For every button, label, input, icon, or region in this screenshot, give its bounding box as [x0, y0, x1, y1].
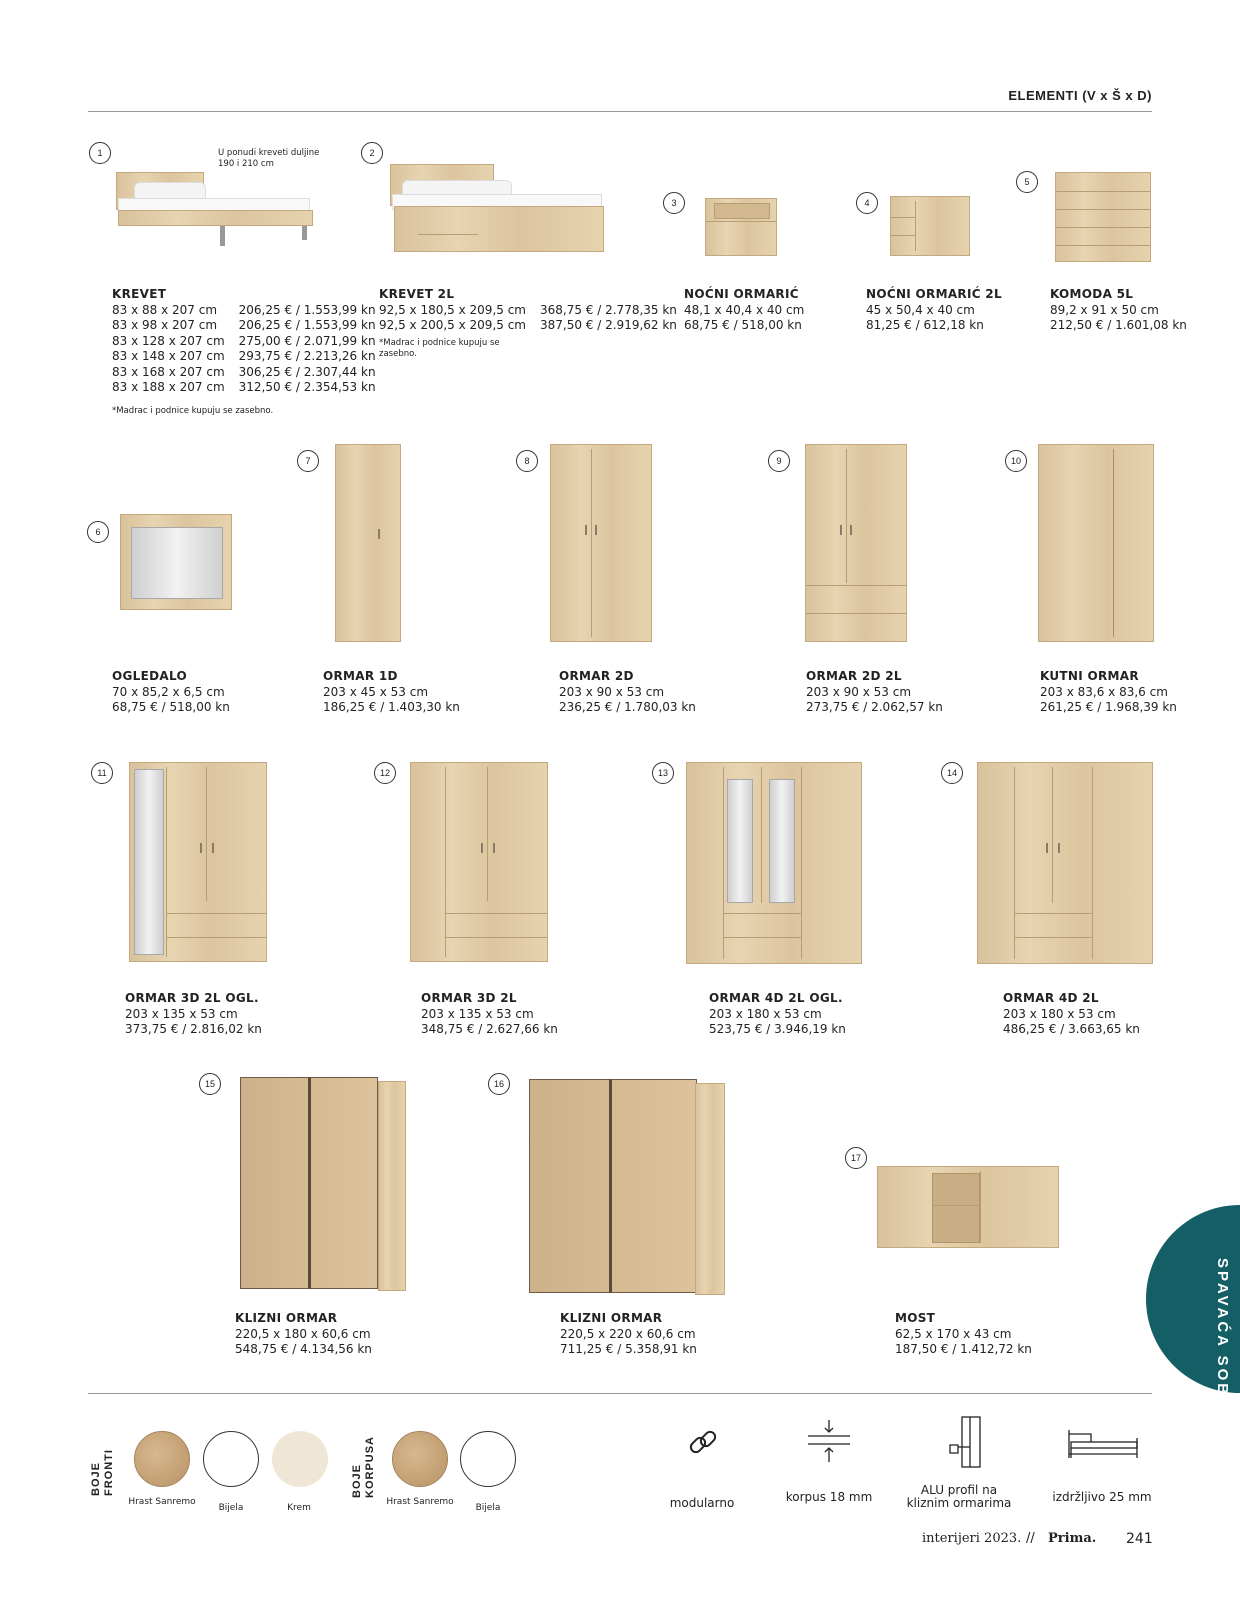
- product-klizni-ormar-220: [560, 1311, 697, 1358]
- section-title: ELEMENTI (V x Š x D): [1008, 88, 1152, 103]
- product-dims: 89,2 x 91 x 50 cm: [1050, 302, 1159, 317]
- product-name: NOĆNI ORMARIĆ: [684, 287, 799, 301]
- swatch-hrast-sanremo: [134, 1431, 190, 1487]
- sliding-wardrobe-180-image: [238, 1073, 410, 1293]
- product-price: 486,25 € / 3.663,65 kn: [1003, 1022, 1140, 1036]
- price: 306,25 € / 2.307,44 kn: [238, 364, 376, 379]
- product-name: KUTNI ORMAR: [1040, 669, 1139, 683]
- product-ormar-4d-2l: [1003, 991, 1140, 1038]
- feature-label: izdržljivo 25 mm: [1052, 1490, 1152, 1504]
- product-name: ORMAR 3D 2L: [421, 991, 517, 1005]
- product-price: 348,75 € / 2.627,66 kn: [421, 1022, 558, 1036]
- swatch-label: Hrast Sanremo: [128, 1497, 196, 1507]
- product-price: 212,50 € / 1.601,08 kn: [1050, 318, 1187, 332]
- item-number: 12: [374, 762, 396, 784]
- item-number: 13: [652, 762, 674, 784]
- section-tab-label: SPAVAĆA SOBA: [1214, 1258, 1231, 1411]
- item-number: 7: [297, 450, 319, 472]
- page-number: 241: [1126, 1531, 1153, 1547]
- variant-table: [379, 303, 691, 334]
- item-number: 15: [199, 1073, 221, 1095]
- item-number: 14: [941, 762, 963, 784]
- swatch-hrast-sanremo: [392, 1431, 448, 1487]
- footer-separator: //: [1026, 1531, 1035, 1546]
- table-row: [112, 334, 390, 350]
- product-dims: 203 x 180 x 53 cm: [709, 1006, 822, 1021]
- footnote: *Madrac i podnice kupuju se zasebno.: [379, 337, 500, 359]
- product-dims: 203 x 90 x 53 cm: [559, 684, 665, 699]
- feature-label: modularno: [669, 1496, 735, 1510]
- item-number: 8: [516, 450, 538, 472]
- table-row: [379, 318, 691, 334]
- dims: 83 x 168 x 207 cm: [112, 364, 225, 379]
- product-price: 261,25 € / 1.968,39 kn: [1040, 700, 1177, 714]
- table-row: [112, 380, 390, 396]
- product-price: 711,25 € / 5.358,91 kn: [560, 1342, 697, 1356]
- product-name: KOMODA 5L: [1050, 287, 1134, 301]
- dims: 83 x 148 x 207 cm: [112, 349, 225, 363]
- swatch-bijela: [203, 1431, 259, 1487]
- wardrobe-4d-2l-image: [977, 762, 1153, 964]
- price: 387,50 € / 2.919,62 kn: [540, 318, 677, 332]
- product-nocni-ormaric-2l: [866, 287, 1002, 334]
- product-dims: 203 x 90 x 53 cm: [806, 684, 912, 699]
- product-name: OGLEDALO: [112, 669, 187, 683]
- product-ormar-3d-2l: [421, 991, 558, 1038]
- product-price: 548,75 € / 4.134,56 kn: [235, 1342, 372, 1356]
- item-number: 4: [856, 192, 878, 214]
- wardrobe-4d-2l-mirror-image: [686, 762, 862, 964]
- profile-icon: [948, 1415, 988, 1469]
- product-dims: 203 x 135 x 53 cm: [125, 1006, 238, 1021]
- product-dims: 203 x 135 x 53 cm: [421, 1006, 534, 1021]
- swatch-label: Bijela: [218, 1503, 244, 1513]
- product-komoda-5l: [1050, 287, 1187, 334]
- dims: 83 x 98 x 207 cm: [112, 318, 218, 332]
- product-price: 236,25 € / 1.780,03 kn: [559, 700, 696, 714]
- product-dims: 203 x 45 x 53 cm: [323, 684, 429, 699]
- product-most: [895, 1311, 1032, 1358]
- product-ogledalo: [112, 669, 230, 716]
- swatch-label: Hrast Sanremo: [386, 1497, 454, 1507]
- item-number: 16: [488, 1073, 510, 1095]
- product-name: ORMAR 4D 2L: [1003, 991, 1099, 1005]
- feature-label: korpus 18 mm: [785, 1490, 873, 1504]
- product-ormar-4d-2l-ogl: [709, 991, 846, 1038]
- divider: [88, 1393, 1152, 1394]
- table-row: [112, 318, 390, 334]
- product-name: KLIZNI ORMAR: [235, 1311, 338, 1325]
- dims: 83 x 88 x 207 cm: [112, 302, 218, 317]
- item-number: 11: [91, 762, 113, 784]
- product-ormar-2d-2l: [806, 669, 943, 716]
- bed-length-callout: U ponudi kreveti duljine 190 i 210 cm: [218, 148, 320, 169]
- product-price: 68,75 € / 518,00 kn: [112, 700, 230, 714]
- swatch-label: Krem: [287, 1503, 311, 1513]
- fronts-label: BOJE FRONTI: [90, 1449, 115, 1496]
- item-number: 1: [89, 142, 111, 164]
- price: 275,00 € / 2.071,99 kn: [238, 333, 376, 348]
- swatch-bijela: [460, 1431, 516, 1487]
- bed-2l-image: [388, 162, 608, 258]
- wardrobe-3d-2l-mirror-image: [129, 762, 267, 962]
- table-row: [112, 303, 390, 319]
- product-dims: 48,1 x 40,4 x 40 cm: [684, 302, 805, 317]
- dresser-image: [1055, 172, 1151, 262]
- product-dims: 220,5 x 220 x 60,6 cm: [560, 1326, 696, 1341]
- corner-wardrobe-image: [1038, 444, 1154, 642]
- product-name: ORMAR 3D 2L OGL.: [125, 991, 259, 1005]
- brand-logo: Prima.: [1048, 1531, 1097, 1546]
- product-krevet-2l: [379, 287, 691, 360]
- product-price: 81,25 € / 612,18 kn: [866, 318, 984, 332]
- magazine-name: interijeri 2023.: [922, 1531, 1022, 1546]
- bed-image: [112, 170, 317, 250]
- nightstand-image: [705, 198, 777, 256]
- body-label: BOJE KORPUSA: [351, 1435, 376, 1498]
- dims: 83 x 188 x 207 cm: [112, 380, 225, 394]
- product-price: 373,75 € / 2.816,02 kn: [125, 1022, 262, 1036]
- footnote: *Madrac i podnice kupuju se zasebno.: [112, 405, 274, 416]
- dims: 92,5 x 180,5 x 209,5 cm: [379, 302, 526, 317]
- bed-icon: [1067, 1424, 1141, 1464]
- product-name: KLIZNI ORMAR: [560, 1311, 663, 1325]
- sliding-wardrobe-220-image: [527, 1073, 729, 1299]
- item-number: 3: [663, 192, 685, 214]
- product-price: 523,75 € / 3.946,19 kn: [709, 1022, 846, 1036]
- price: 206,25 € / 1.553,99 kn: [238, 302, 376, 317]
- product-nocni-ormaric: [684, 287, 804, 334]
- dims: 92,5 x 200,5 x 209,5 cm: [379, 318, 526, 332]
- table-row: [112, 349, 390, 365]
- price: 368,75 € / 2.778,35 kn: [540, 302, 677, 317]
- product-name: ORMAR 2D 2L: [806, 669, 902, 683]
- nightstand-2l-image: [890, 196, 970, 256]
- dims: 83 x 128 x 207 cm: [112, 333, 225, 348]
- item-number: 10: [1005, 450, 1027, 472]
- product-name: ORMAR 4D 2L OGL.: [709, 991, 843, 1005]
- feature-label: ALU profil na kliznim ormarima: [906, 1483, 1012, 1510]
- product-name: KREVET 2L: [379, 287, 455, 301]
- price: 293,75 € / 2.213,26 kn: [238, 349, 376, 363]
- item-number: 2: [361, 142, 383, 164]
- divider: [88, 111, 1152, 112]
- bridge-cabinet-image: [877, 1166, 1059, 1248]
- table-row: [112, 365, 390, 381]
- item-number: 6: [87, 521, 109, 543]
- wardrobe-3d-2l-image: [410, 762, 548, 962]
- product-dims: 45 x 50,4 x 40 cm: [866, 302, 975, 317]
- item-number: 5: [1016, 171, 1038, 193]
- product-dims: 62,5 x 170 x 43 cm: [895, 1326, 1012, 1341]
- product-price: 187,50 € / 1.412,72 kn: [895, 1342, 1032, 1356]
- product-name: NOĆNI ORMARIĆ 2L: [866, 287, 1002, 301]
- table-row: [379, 303, 691, 319]
- price: 206,25 € / 1.553,99 kn: [238, 318, 376, 332]
- product-name: ORMAR 2D: [559, 669, 634, 683]
- link-icon: [686, 1426, 720, 1460]
- product-krevet: [112, 287, 390, 417]
- price: 312,50 € / 2.354,53 kn: [238, 380, 376, 394]
- wardrobe-1d-image: [335, 444, 401, 642]
- product-ormar-3d-2l-ogl: [125, 991, 262, 1038]
- product-dims: 203 x 83,6 x 83,6 cm: [1040, 684, 1168, 699]
- product-dims: 203 x 180 x 53 cm: [1003, 1006, 1116, 1021]
- product-dims: 70 x 85,2 x 6,5 cm: [112, 684, 225, 699]
- product-kutni-ormar: [1040, 669, 1177, 716]
- variant-table: [112, 303, 390, 396]
- product-ormar-2d: [559, 669, 696, 716]
- wardrobe-2d-2l-image: [805, 444, 907, 642]
- product-price: 273,75 € / 2.062,57 kn: [806, 700, 943, 714]
- product-name: ORMAR 1D: [323, 669, 398, 683]
- product-price: 186,25 € / 1.403,30 kn: [323, 700, 460, 714]
- wardrobe-2d-image: [550, 444, 652, 642]
- item-number: 9: [768, 450, 790, 472]
- product-name: MOST: [895, 1311, 936, 1325]
- item-number: 17: [845, 1147, 867, 1169]
- product-ormar-1d: [323, 669, 460, 716]
- product-klizni-ormar-180: [235, 1311, 372, 1358]
- product-price: 68,75 € / 518,00 kn: [684, 318, 802, 332]
- product-name: KREVET: [112, 287, 167, 301]
- thickness-icon: [806, 1418, 852, 1466]
- swatch-label: Bijela: [475, 1503, 501, 1513]
- swatch-krem: [272, 1431, 328, 1487]
- mirror-image: [120, 514, 232, 610]
- product-dims: 220,5 x 180 x 60,6 cm: [235, 1326, 371, 1341]
